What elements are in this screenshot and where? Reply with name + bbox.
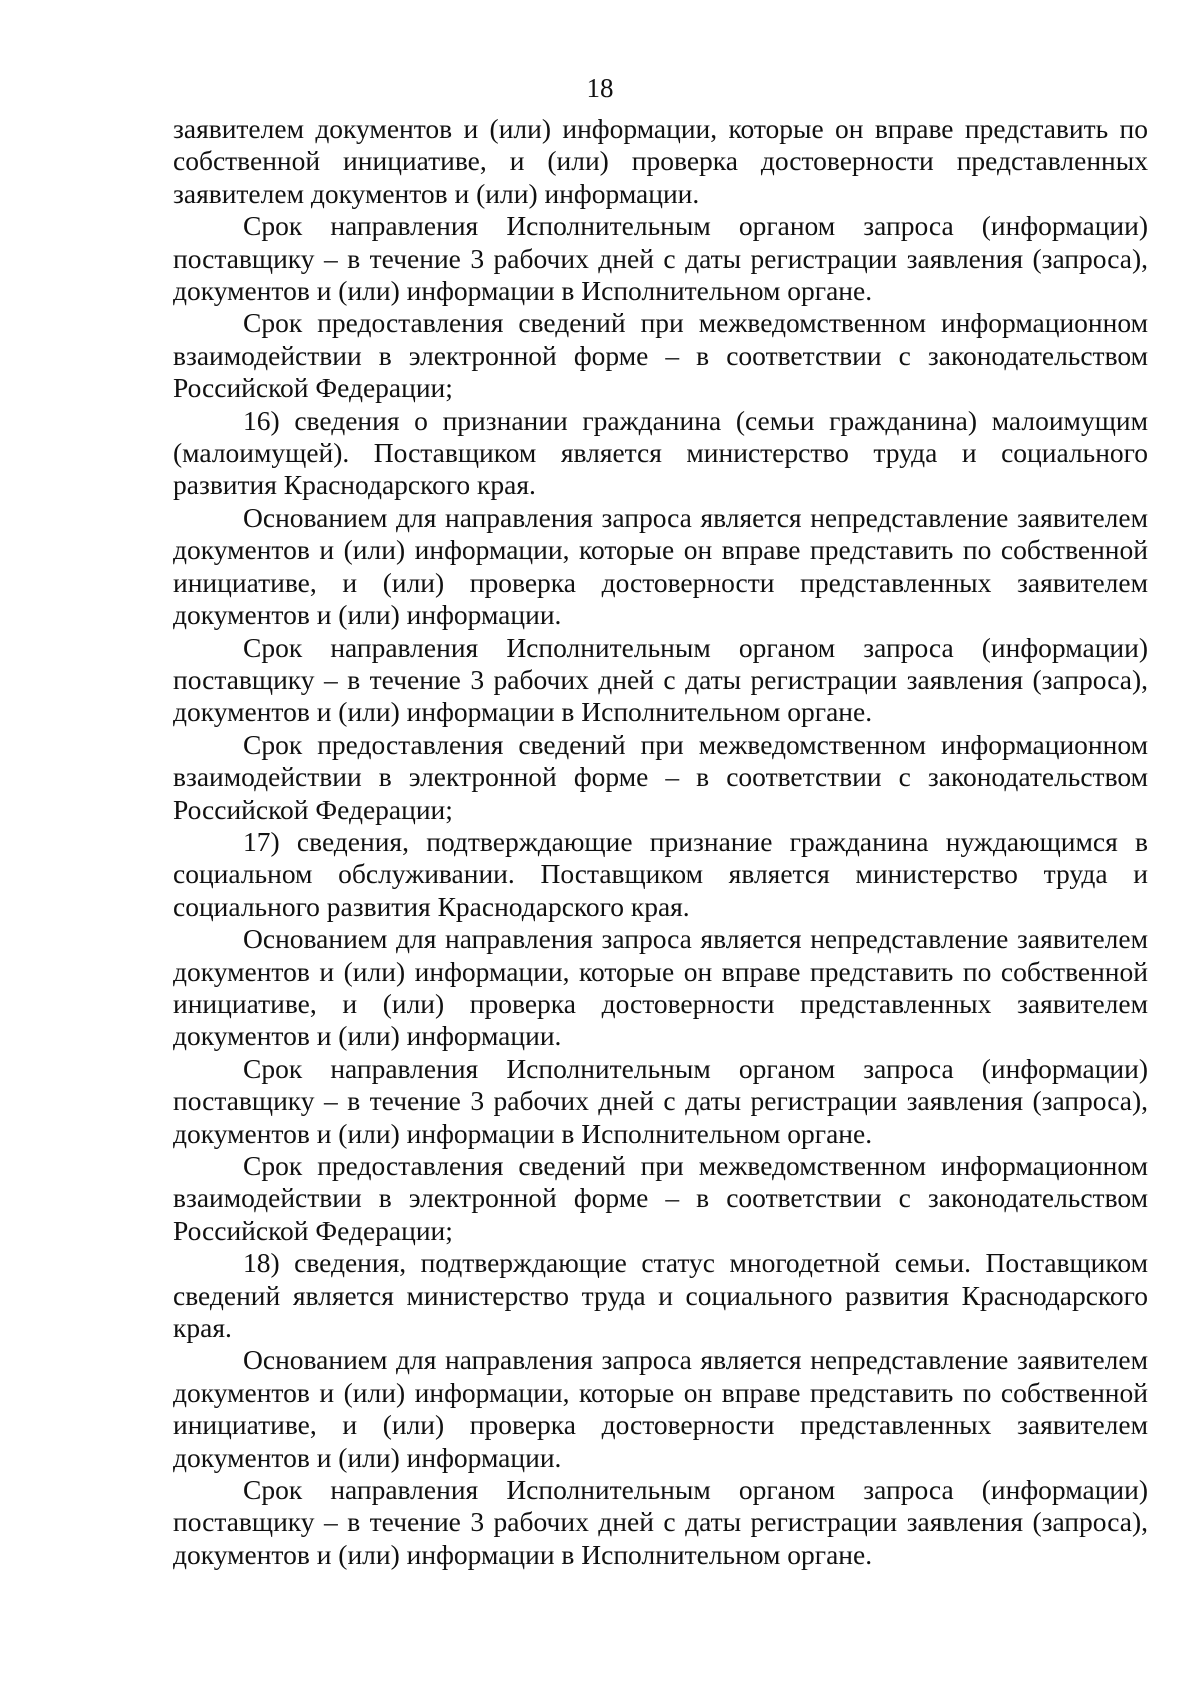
paragraph-continuation: заявителем документов и (или) информации, которые он вправе представить по собственной инициативе, и (или) проверка достоверности представленных заявителем документов и (или) информации. bbox=[173, 113, 1148, 209]
paragraph-item-17: 17) сведения, подтверждающие признание гражданина нуждающимся в социальном обслуживании. Поставщиком является министерство труда и социального развития Краснодарского края. bbox=[173, 825, 1148, 922]
paragraph: Основанием для направления запроса является непредставление заявителем документов и (или) информации, которые он вправе представить по собственной инициативе, и (или) проверка достоверности представленных заявителем документов и (или) информации. bbox=[173, 1344, 1148, 1473]
paragraph: Срок предоставления сведений при межведомственном информационном взаимодействии в электронной форме – в соответствии с законодательством Российской Федерации; bbox=[173, 1150, 1148, 1246]
paragraph: Основанием для направления запроса является непредставление заявителем документов и (или) информации, которые он вправе представить по собственной инициативе, и (или) проверка достоверности представленных заявителем документов и (или) информации. bbox=[173, 923, 1148, 1052]
paragraph: Срок предоставления сведений при межведомственном информационном взаимодействии в электронной форме – в соответствии с законодательством Российской Федерации; bbox=[173, 307, 1148, 404]
paragraph: Срок направления Исполнительным органом запроса (информации) поставщику – в течение 3 рабочих дней с даты регистрации заявления (запроса), документов и (или) информации в Исполнительном органе. bbox=[173, 631, 1148, 728]
paragraph: Основанием для направления запроса является непредставление заявителем документов и (или) информации, которые он вправе представить по собственной инициативе, и (или) проверка достоверности представленных заявителем документов и (или) информации. bbox=[173, 501, 1148, 631]
paragraph: Срок предоставления сведений при межведомственном информационном взаимодействии в электронной форме – в соответствии с законодательством Российской Федерации; bbox=[173, 728, 1148, 825]
paragraph: Срок направления Исполнительным органом запроса (информации) поставщику – в течение 3 рабочих дней с даты регистрации заявления (запроса), документов и (или) информации в Исполнительном органе. bbox=[173, 1474, 1148, 1570]
paragraph: Срок направления Исполнительным органом запроса (информации) поставщику – в течение 3 рабочих дней с даты регистрации заявления (запроса), документов и (или) информации в Исполнительном органе. bbox=[173, 1052, 1148, 1149]
page-number: 18 bbox=[586, 73, 614, 103]
paragraph-item-16: 16) сведения о признании гражданина (семьи гражданина) малоимущим (малоимущей). Поставщиком является министерство труда и социального развития Краснодарского края. bbox=[173, 404, 1148, 501]
document-body bbox=[173, 113, 1148, 1571]
paragraph-item-18: 18) сведения, подтверждающие статус многодетной семьи. Поставщиком сведений является министерство труда и социального развития Краснодарского края. bbox=[173, 1247, 1148, 1344]
paragraph: Срок направления Исполнительным органом запроса (информации) поставщику – в течение 3 рабочих дней с даты регистрации заявления (запроса), документов и (или) информации в Исполнительном органе. bbox=[173, 210, 1148, 307]
